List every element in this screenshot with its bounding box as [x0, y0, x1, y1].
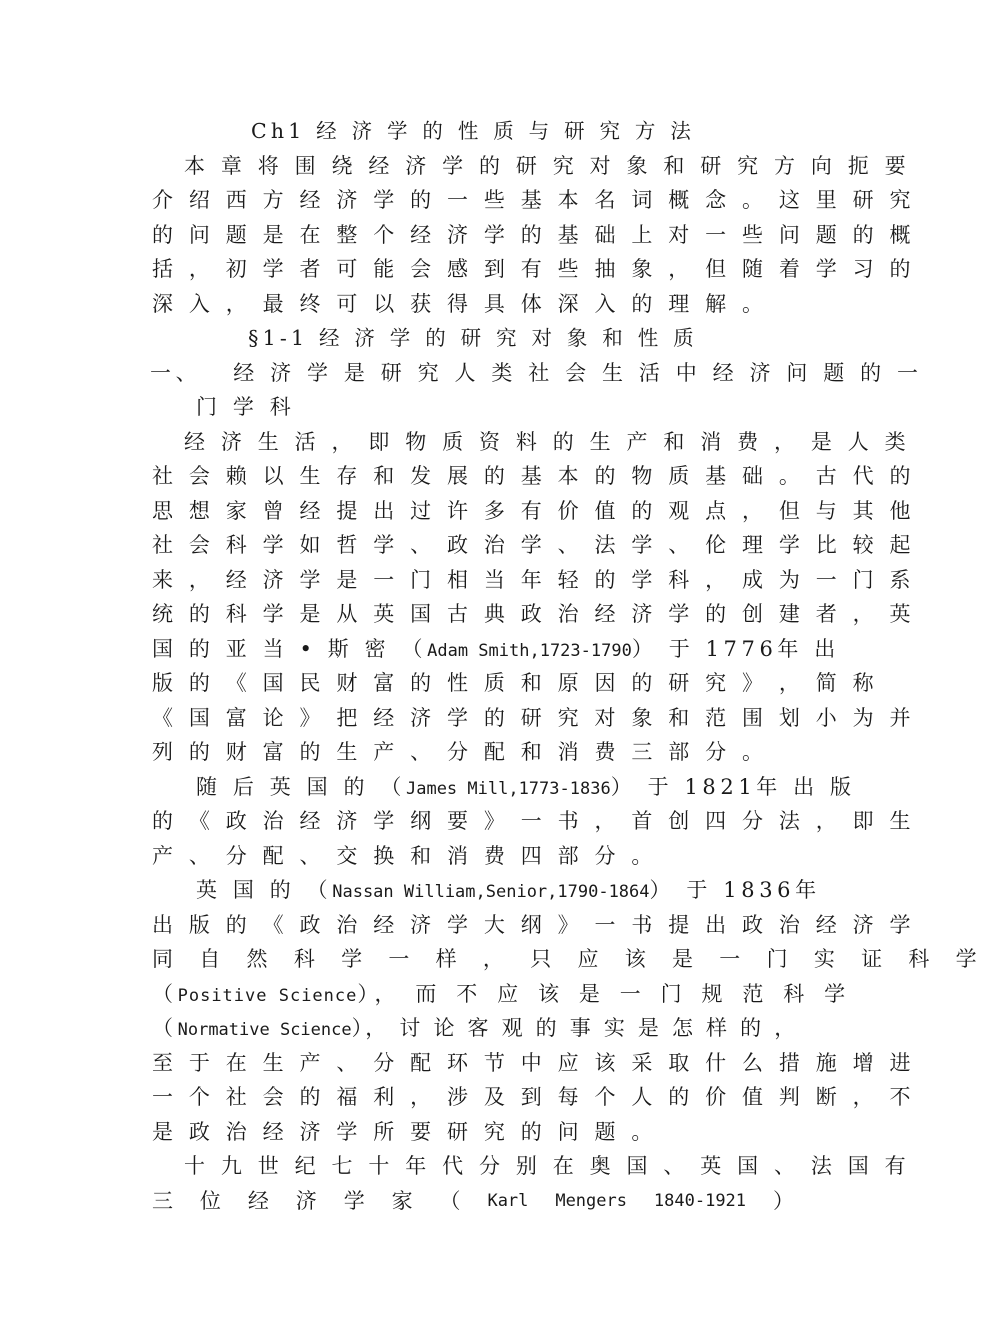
heading-continuation: 门 学 科 [196, 395, 296, 419]
text-run: ）， 讨 论 客 观 的 事 实 是 怎 样 的 ， [351, 1016, 799, 1040]
document-body [150, 114, 986, 1218]
paragraph-line: 列 的 财 富 的 生 产 、 分 配 和 消 费 三 部 分 。 [152, 740, 768, 764]
paragraph-line: 的 《 政 治 经 济 学 纲 要 》 一 书 ， 首 创 四 分 法 ， 即 生 [152, 809, 916, 833]
paragraph-line: 同 自 然 科 学 一 样 ， 只 应 该 是 一 门 实 证 科 学 [152, 947, 986, 971]
text-run: 英 国 的 （ [196, 878, 333, 902]
page-title: Ch1 经 济 学 的 性 质 与 研 究 方 法 [250, 119, 696, 143]
paragraph-line: 产 、 分 配 、 交 换 和 消 费 四 部 分 。 [152, 843, 657, 868]
author-dates: 1840-1921 [653, 1190, 747, 1211]
paragraph-line: 一 个 社 会 的 福 利 ， 涉 及 到 每 个 人 的 价 值 判 断 ， 不 [152, 1085, 916, 1109]
section-heading [150, 356, 923, 391]
intro-line: 的 问 题 是 在 整 个 经 济 学 的 基 础 上 对 一 些 问 题 的 概 [152, 222, 916, 247]
paragraph-line [152, 873, 821, 908]
paragraph-line [152, 632, 840, 667]
text-run: 学 [343, 1188, 365, 1213]
text-run: ） 于 1776年 出 [631, 636, 840, 661]
text-run: （ [439, 1188, 461, 1213]
author-name: James Mill,1773-1836 [405, 778, 611, 799]
term-english: Normative Science [177, 1020, 352, 1040]
heading-text: 经 济 学 是 研 究 人 类 社 会 生 活 中 经 济 问 题 的 一 [233, 360, 923, 385]
text-run: 经 [247, 1188, 269, 1213]
heading-number: 一、 [150, 360, 202, 385]
paragraph-line: 来 ， 经 济 学 是 一 门 相 当 年 轻 的 学 科 ， 成 为 一 门 系 [152, 567, 916, 592]
section-title: §1-1 经 济 学 的 研 究 对 象 和 性 质 [248, 326, 698, 350]
text-run: ） 于 1836年 [649, 878, 821, 902]
text-run: （ [152, 981, 178, 1006]
paragraph-line: 是 政 治 经 济 学 所 要 研 究 的 问 题 。 [152, 1119, 657, 1144]
text-run: ） [772, 1188, 794, 1213]
text-run: 三 [152, 1188, 173, 1213]
intro-line: 括 ， 初 学 者 可 能 会 感 到 有 些 抽 象 ， 但 随 着 学 习 的 [152, 257, 916, 281]
author-name: Nassan William,Senior,1790-1864 [332, 882, 650, 902]
author-name: Karl [487, 1190, 529, 1211]
text-run: ）， 而 不 应 该 是 一 门 规 范 科 学 [357, 981, 852, 1006]
text-run: 国 的 亚 当 • 斯 密 （ [152, 636, 428, 661]
paragraph-line [152, 1184, 794, 1219]
text-run: 位 [199, 1188, 221, 1213]
paragraph-line [152, 1011, 799, 1046]
paragraph-line: 十 九 世 纪 七 十 年 代 分 别 在 奥 国 、 英 国 、 法 国 有 [184, 1154, 911, 1178]
text-run: 家 [391, 1188, 413, 1213]
term-english: Positive Science [177, 985, 358, 1006]
paragraph-line: 思 想 家 曾 经 提 出 过 许 多 有 价 值 的 观 点 ， 但 与 其 他 [152, 498, 916, 523]
intro-line: 深 入 ， 最 终 可 以 获 得 具 体 深 入 的 理 解 。 [152, 291, 768, 316]
paragraph-line [152, 770, 856, 805]
paragraph-line: 出 版 的 《 政 治 经 济 学 大 纲 》 一 书 提 出 政 治 经 济 学 [152, 912, 916, 937]
paragraph-line: 统 的 科 学 是 从 英 国 古 典 政 治 经 济 学 的 创 建 者 ， 英 [152, 602, 916, 626]
paragraph-line: 经 济 生 活 ， 即 物 质 资 料 的 生 产 和 消 费 ， 是 人 类 [184, 429, 911, 454]
paragraph-line: 《 国 富 论 》 把 经 济 学 的 研 究 对 象 和 范 围 划 小 为 并 [152, 705, 916, 730]
intro-line: 介 绍 西 方 经 济 学 的 一 些 基 本 名 词 概 念 。 这 里 研 究 [152, 188, 916, 212]
paragraph-line: 至 于 在 生 产 、 分 配 环 节 中 应 该 采 取 什 么 措 施 增 进 [152, 1050, 916, 1075]
text-run: 随 后 英 国 的 （ [196, 774, 406, 799]
paragraph-line: 社 会 科 学 如 哲 学 、 政 治 学 、 法 学 、 伦 理 学 比 较 起 [152, 533, 916, 557]
paragraph-line [152, 977, 852, 1012]
author-name: Adam Smith,1723-1790 [427, 640, 632, 661]
text-run: ） 于 1821年 出 版 [610, 774, 856, 799]
author-name: Mengers [555, 1190, 627, 1211]
paragraph-line: 社 会 赖 以 生 存 和 发 展 的 基 本 的 物 质 基 础 。 古 代 的 [152, 464, 916, 488]
intro-line: 本 章 将 围 绕 经 济 学 的 研 究 对 象 和 研 究 方 向 扼 要 [184, 153, 911, 178]
paragraph-line: 版 的 《 国 民 财 富 的 性 质 和 原 因 的 研 究 》 ， 简 称 [152, 671, 879, 695]
text-run: 济 [295, 1188, 317, 1213]
text-run: （ [152, 1016, 178, 1040]
